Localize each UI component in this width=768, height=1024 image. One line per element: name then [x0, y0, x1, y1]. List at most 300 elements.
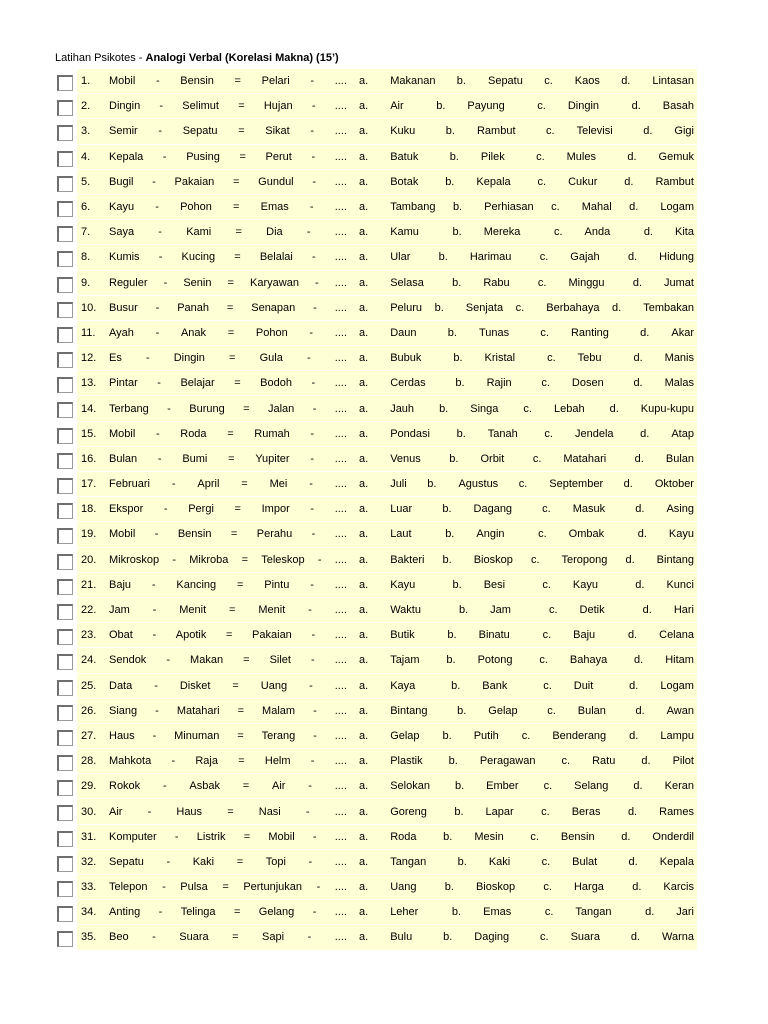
answer-option[interactable] — [625, 554, 694, 566]
answer-option[interactable] — [359, 554, 424, 566]
answer-option[interactable] — [359, 780, 430, 792]
answer-option[interactable] — [359, 931, 412, 943]
answer-option[interactable] — [643, 604, 694, 616]
option-text: Kaya — [390, 679, 416, 692]
question-row — [55, 195, 697, 220]
answer-option[interactable] — [359, 428, 430, 440]
answer-checkbox[interactable] — [57, 201, 73, 217]
question-token: Bensin — [177, 528, 212, 541]
answer-option[interactable] — [629, 856, 694, 868]
answer-option[interactable] — [450, 151, 505, 163]
answer-checkbox[interactable] — [57, 604, 73, 620]
answer-option[interactable] — [628, 251, 694, 263]
question-token: Reguler — [109, 276, 148, 289]
answer-checkbox[interactable] — [57, 302, 73, 318]
answer-option[interactable] — [540, 327, 608, 339]
answer-option[interactable] — [359, 251, 410, 263]
option-letter: a. — [359, 805, 369, 818]
answer-option[interactable] — [624, 176, 694, 188]
answer-option[interactable] — [359, 755, 423, 767]
answer-option[interactable] — [454, 806, 513, 818]
question-text — [109, 453, 359, 465]
answer-option[interactable] — [442, 503, 512, 515]
question-token: .... — [334, 755, 347, 768]
question-token: - — [155, 704, 159, 717]
answer-checkbox[interactable] — [57, 226, 73, 242]
question-token: - — [155, 326, 160, 339]
answer-option[interactable] — [635, 503, 694, 515]
answer-option[interactable] — [538, 277, 605, 289]
answer-option[interactable] — [359, 201, 435, 213]
option-text: Lintasan — [652, 75, 694, 88]
question-band — [77, 598, 697, 623]
question-number: 3. — [81, 125, 91, 138]
answer-option[interactable] — [633, 377, 694, 389]
answer-option[interactable] — [359, 730, 420, 742]
answer-checkbox[interactable] — [57, 680, 73, 696]
answer-checkbox[interactable] — [57, 402, 73, 418]
question-token: .... — [334, 402, 347, 415]
answer-checkbox[interactable] — [57, 478, 73, 494]
answer-option[interactable] — [445, 176, 510, 188]
question-token: - — [315, 276, 319, 289]
question-token: Mei — [269, 478, 288, 491]
answer-checkbox[interactable] — [57, 856, 73, 872]
answer-option[interactable] — [633, 780, 694, 792]
answer-option[interactable] — [453, 352, 515, 364]
answer-checkbox[interactable] — [57, 654, 73, 670]
option-text: Bulat — [572, 855, 598, 868]
answer-option[interactable] — [537, 100, 599, 112]
question-token: .... — [334, 251, 347, 264]
question-token: .... — [334, 679, 347, 692]
answer-options — [359, 503, 697, 515]
question-token: Perut — [265, 150, 292, 163]
option-letter: d. — [634, 452, 644, 465]
answer-option[interactable] — [633, 277, 694, 289]
question-token: Pintu — [264, 578, 290, 591]
answer-option[interactable] — [628, 806, 694, 818]
answer-option[interactable] — [544, 780, 609, 792]
answer-option[interactable] — [447, 629, 509, 641]
question-row — [55, 900, 697, 925]
question-token: Busur — [109, 301, 138, 314]
answer-option[interactable] — [519, 478, 603, 490]
answer-option[interactable] — [530, 831, 594, 843]
answer-checkbox[interactable] — [57, 755, 73, 771]
answer-option[interactable] — [449, 453, 504, 465]
option-letter: d. — [635, 578, 645, 591]
option-text: Gelap — [488, 704, 518, 717]
answer-option[interactable] — [635, 705, 694, 717]
answer-option[interactable] — [516, 302, 600, 314]
answer-checkbox[interactable] — [57, 831, 73, 847]
answer-checkbox[interactable] — [57, 881, 73, 897]
option-text: Jam — [490, 604, 511, 617]
answer-option[interactable] — [541, 377, 603, 389]
question-token: Topi — [265, 855, 286, 868]
question-row — [55, 422, 697, 447]
answer-option[interactable] — [359, 377, 426, 389]
answer-option[interactable] — [452, 906, 511, 918]
answer-option[interactable] — [359, 579, 415, 591]
answer-option[interactable] — [547, 352, 601, 364]
answer-option[interactable] — [443, 931, 509, 943]
answer-option[interactable] — [453, 579, 506, 591]
answer-option[interactable] — [445, 881, 515, 893]
option-letter: a. — [359, 931, 369, 944]
option-letter: c. — [543, 881, 552, 894]
answer-option[interactable] — [542, 503, 605, 515]
answer-option[interactable] — [359, 302, 422, 314]
question-row — [55, 648, 697, 673]
answer-checkbox[interactable] — [57, 100, 73, 116]
question-text — [109, 705, 359, 717]
answer-option[interactable] — [359, 503, 412, 515]
question-token: Kepala — [109, 150, 144, 163]
answer-option[interactable] — [446, 654, 512, 666]
answer-checkbox[interactable] — [57, 453, 73, 469]
question-token: = — [227, 805, 234, 818]
answer-option[interactable] — [546, 125, 613, 137]
option-text: Asing — [666, 503, 694, 516]
answer-option[interactable] — [632, 100, 694, 112]
option-letter: b. — [457, 855, 467, 868]
answer-option[interactable] — [540, 251, 600, 263]
question-token: .... — [334, 352, 347, 365]
option-letter: b. — [434, 301, 444, 314]
answer-option[interactable] — [359, 906, 418, 918]
answer-option[interactable] — [627, 151, 694, 163]
answer-option[interactable] — [551, 201, 612, 213]
answer-checkbox[interactable] — [57, 277, 73, 293]
question-token: = — [234, 75, 241, 88]
question-token: Telinga — [180, 906, 216, 919]
answer-option[interactable] — [359, 100, 404, 112]
answer-option[interactable] — [449, 755, 536, 767]
option-text: September — [549, 478, 604, 491]
answer-checkbox[interactable] — [57, 805, 73, 821]
answer-option[interactable] — [359, 403, 414, 415]
answer-checkbox[interactable] — [57, 579, 73, 595]
answer-option[interactable] — [448, 327, 509, 339]
answer-options — [359, 906, 697, 918]
answer-option[interactable] — [538, 176, 598, 188]
question-number: 21. — [81, 578, 97, 591]
option-letter: d. — [628, 855, 638, 868]
answer-option[interactable] — [634, 654, 694, 666]
question-token: Sepatu — [182, 125, 218, 138]
option-text: Kamu — [390, 226, 419, 239]
answer-option[interactable] — [645, 906, 694, 918]
answer-option[interactable] — [632, 881, 694, 893]
question-token: = — [228, 452, 235, 465]
answer-option[interactable] — [436, 100, 505, 112]
option-text: Bakteri — [390, 553, 425, 566]
answer-checkbox[interactable] — [57, 503, 73, 519]
answer-option[interactable] — [359, 352, 421, 364]
option-text: Bulan — [577, 704, 606, 717]
question-token: - — [158, 125, 163, 138]
answer-option[interactable] — [541, 806, 600, 818]
answer-option[interactable] — [523, 403, 584, 415]
answer-option[interactable] — [439, 251, 512, 263]
answer-option[interactable] — [443, 554, 513, 566]
option-letter: b. — [452, 276, 462, 289]
answer-option[interactable] — [635, 453, 694, 465]
question-text — [109, 478, 359, 490]
answer-option[interactable] — [445, 528, 504, 540]
answer-option[interactable] — [457, 705, 518, 717]
answer-option[interactable] — [435, 302, 504, 314]
question-number: 1. — [81, 75, 91, 88]
answer-checkbox[interactable] — [57, 176, 73, 192]
answer-option[interactable] — [640, 327, 694, 339]
answer-option[interactable] — [453, 226, 521, 238]
answer-option[interactable] — [359, 327, 416, 339]
answer-checkbox[interactable] — [57, 730, 73, 746]
option-letter: d. — [627, 251, 638, 264]
option-letter: d. — [630, 931, 640, 944]
question-token: Ekspor — [109, 503, 144, 516]
answer-option[interactable] — [641, 755, 694, 767]
answer-option[interactable] — [359, 881, 416, 893]
option-text: Bahaya — [569, 654, 608, 667]
option-text: Selokan — [390, 780, 430, 793]
question-token: Roda — [180, 427, 207, 440]
answer-option[interactable] — [540, 931, 600, 943]
question-token: .... — [334, 528, 347, 541]
question-token: Air — [272, 780, 286, 793]
question-token: .... — [334, 301, 347, 314]
answer-option[interactable] — [562, 755, 616, 767]
answer-option[interactable] — [543, 629, 596, 641]
option-text: Rambut — [655, 175, 694, 188]
option-letter: b. — [445, 175, 455, 188]
answer-option[interactable] — [359, 831, 416, 843]
option-text: Keran — [664, 780, 694, 793]
answer-option[interactable] — [635, 579, 694, 591]
answer-option[interactable] — [457, 428, 518, 440]
answer-option[interactable] — [359, 806, 427, 818]
option-letter: a. — [359, 729, 369, 742]
question-token: - — [313, 704, 317, 717]
answer-option[interactable] — [554, 226, 610, 238]
answer-option[interactable] — [451, 680, 507, 692]
answer-checkbox[interactable] — [57, 352, 73, 368]
answer-option[interactable] — [531, 554, 607, 566]
option-text: Benderang — [552, 729, 607, 742]
answer-option[interactable] — [455, 377, 511, 389]
answer-option[interactable] — [455, 780, 519, 792]
answer-option[interactable] — [359, 125, 415, 137]
answer-option[interactable] — [453, 201, 534, 213]
answer-option[interactable] — [359, 151, 418, 163]
question-token: - — [158, 906, 163, 919]
question-token: Pohon — [255, 326, 288, 339]
answer-checkbox[interactable] — [57, 554, 73, 570]
question-token: .... — [334, 326, 347, 339]
answer-option[interactable] — [359, 176, 418, 188]
option-text: Televisi — [576, 125, 613, 138]
answer-checkbox[interactable] — [57, 780, 73, 796]
answer-option[interactable] — [359, 226, 419, 238]
answer-option[interactable] — [538, 528, 604, 540]
option-letter: b. — [455, 377, 465, 390]
question-text — [109, 352, 359, 364]
question-number: 23. — [81, 629, 97, 642]
question-token: - — [151, 578, 156, 591]
question-token: - — [171, 478, 176, 491]
question-band — [77, 94, 697, 119]
question-token: Burung — [189, 402, 225, 415]
option-text: Daging — [474, 931, 510, 944]
answer-option[interactable] — [359, 705, 428, 717]
answer-option[interactable] — [427, 478, 498, 490]
answer-option[interactable] — [359, 75, 435, 87]
answer-option[interactable] — [359, 528, 412, 540]
option-letter: a. — [359, 629, 369, 642]
question-text — [109, 377, 359, 389]
question-number: 22. — [81, 604, 97, 617]
answer-checkbox[interactable] — [57, 377, 73, 393]
answer-option[interactable] — [522, 730, 606, 742]
question-token: - — [307, 931, 312, 944]
answer-option[interactable] — [629, 201, 694, 213]
question-token: - — [309, 478, 313, 491]
answer-option[interactable] — [629, 730, 694, 742]
answer-option[interactable] — [446, 125, 516, 137]
option-letter: b. — [453, 352, 463, 365]
question-token: - — [311, 654, 315, 667]
answer-option[interactable] — [621, 831, 694, 843]
answer-option[interactable] — [452, 277, 509, 289]
question-row — [55, 497, 697, 522]
answer-option[interactable] — [359, 604, 421, 616]
answer-checkbox[interactable] — [57, 931, 73, 947]
answer-option[interactable] — [536, 151, 596, 163]
question-token: = — [235, 226, 242, 239]
answer-option[interactable] — [628, 629, 694, 641]
question-row — [55, 396, 697, 421]
option-letter: d. — [629, 729, 639, 742]
question-token: Dingin — [109, 100, 141, 113]
question-band — [77, 522, 697, 547]
answer-checkbox[interactable] — [57, 906, 73, 922]
answer-option[interactable] — [624, 478, 694, 490]
answer-checkbox[interactable] — [57, 151, 73, 167]
question-band — [77, 472, 697, 497]
question-row — [55, 94, 697, 119]
option-text: Logam — [660, 201, 694, 214]
answer-option[interactable] — [542, 856, 598, 868]
answer-option[interactable] — [359, 453, 421, 465]
answer-option[interactable] — [459, 604, 511, 616]
answer-checkbox[interactable] — [57, 327, 73, 343]
question-token: .... — [334, 276, 347, 289]
answer-options — [359, 176, 697, 188]
answer-checkbox[interactable] — [57, 75, 73, 91]
question-token: .... — [334, 578, 347, 591]
answer-option[interactable] — [644, 226, 694, 238]
option-letter: b. — [449, 150, 459, 163]
answer-option[interactable] — [543, 680, 593, 692]
answer-checkbox[interactable] — [57, 528, 73, 544]
answer-option[interactable] — [443, 831, 504, 843]
question-token: Kancing — [176, 578, 217, 591]
option-letter: d. — [631, 100, 641, 113]
answer-option[interactable] — [631, 931, 694, 943]
option-letter: a. — [359, 452, 369, 465]
answer-checkbox[interactable] — [57, 251, 73, 267]
question-token: Haus — [109, 729, 135, 742]
question-row — [55, 699, 697, 724]
answer-option[interactable] — [542, 579, 598, 591]
answer-checkbox[interactable] — [57, 705, 73, 721]
answer-option[interactable] — [629, 680, 694, 692]
answer-option[interactable] — [359, 654, 420, 666]
answer-option[interactable] — [610, 403, 694, 415]
answer-checkbox[interactable] — [57, 125, 73, 141]
answer-option[interactable] — [539, 654, 607, 666]
option-text: Jumat — [664, 276, 694, 289]
answer-option[interactable] — [545, 906, 612, 918]
answer-option[interactable] — [359, 856, 426, 868]
answer-option[interactable] — [443, 730, 499, 742]
answer-option[interactable] — [547, 705, 606, 717]
question-token: Panah — [177, 301, 210, 314]
answer-option[interactable] — [359, 277, 424, 289]
answer-option[interactable] — [633, 352, 694, 364]
question-token: - — [311, 629, 316, 642]
answer-option[interactable] — [359, 629, 415, 641]
answer-option[interactable] — [544, 75, 600, 87]
question-band — [77, 774, 697, 799]
option-letter: a. — [359, 326, 369, 339]
option-text: Selasa — [390, 276, 424, 289]
answer-checkbox[interactable] — [57, 428, 73, 444]
answer-option[interactable] — [643, 125, 694, 137]
answer-option[interactable] — [549, 604, 605, 616]
answer-option[interactable] — [612, 302, 694, 314]
option-letter: c. — [546, 125, 555, 138]
answer-option[interactable] — [621, 75, 694, 87]
option-letter: a. — [359, 402, 369, 415]
answer-option[interactable] — [533, 453, 606, 465]
option-text: Potong — [477, 654, 513, 667]
answer-option[interactable] — [439, 403, 498, 415]
question-number: 16. — [81, 452, 97, 465]
option-letter: c. — [543, 679, 552, 692]
answer-option[interactable] — [457, 75, 523, 87]
question-band — [77, 145, 697, 170]
answer-option[interactable] — [638, 528, 694, 540]
answer-option[interactable] — [543, 881, 604, 893]
answer-option[interactable] — [458, 856, 511, 868]
option-letter: d. — [643, 125, 653, 138]
question-token: - — [171, 755, 176, 768]
option-text: Bintang — [656, 553, 694, 566]
option-letter: d. — [612, 301, 622, 314]
answer-checkbox[interactable] — [57, 629, 73, 645]
option-text: Ember — [486, 780, 519, 793]
answer-option[interactable] — [359, 680, 415, 692]
question-token: = — [238, 125, 245, 138]
answer-option[interactable] — [359, 478, 407, 490]
answer-option[interactable] — [544, 428, 613, 440]
answer-option[interactable] — [640, 428, 694, 440]
question-token: - — [152, 604, 157, 617]
